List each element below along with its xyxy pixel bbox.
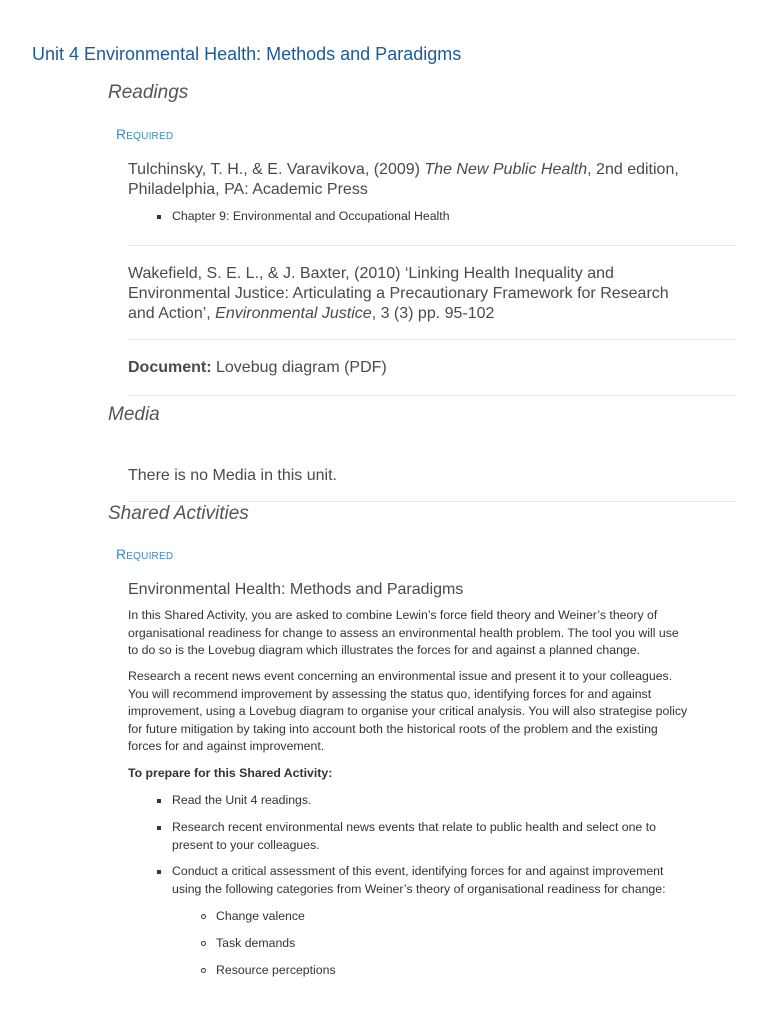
reading-wakefield-line2: Environmental Justice: Articulating a Precautionary Framework for Research [128, 285, 669, 302]
journal-title: Environmental Justice [215, 305, 372, 322]
list-item-line: Conduct a critical assessment of this event, identifying forces for and against improvement [172, 864, 664, 878]
list-item: Task demands [200, 935, 295, 953]
reading-tulchinsky-chapters [156, 208, 450, 226]
readings-heading: Readings [108, 82, 189, 103]
divider [128, 501, 736, 502]
prepare-list [156, 863, 666, 898]
book-title: The New Public Health [424, 161, 588, 178]
document-lovebug[interactable] [128, 358, 387, 378]
prepare-list [156, 819, 656, 854]
prepare-heading: To prepare for this Shared Activity: [128, 766, 333, 780]
document-link[interactable]: Lovebug diagram (PDF) [211, 359, 387, 376]
reading-wakefield-line3 [128, 304, 669, 324]
paragraph-line: improvement, using a Lovebug diagram to organise your critical analysis. You will also strategise policy [128, 704, 688, 718]
list-item: Read the Unit 4 readings. [156, 792, 311, 810]
paragraph-line: organisational readiness for change to assess an environmental health problem. The tool you will use [128, 625, 679, 640]
shared-activities-heading: Shared Activities [108, 503, 249, 524]
citation-text: Tulchinsky, T. H., & E. Varavikova, (2009) [128, 161, 425, 178]
paragraph-line: You will recommend improvement by assessing the status quo, identifying forces for and against [128, 686, 652, 701]
paragraph-line: to do so is the Lovebug diagram which illustrates the forces for and against a planned change. [128, 643, 641, 657]
paragraph-line: forces for and against improvement. [128, 739, 325, 753]
readiness-categories-list [200, 908, 305, 926]
reading-tulchinsky-line2: Philadelphia, PA: Academic Press [128, 181, 368, 198]
list-item: Change valence [200, 908, 305, 926]
reading-tulchinsky [128, 160, 679, 200]
readiness-categories-list [200, 935, 295, 953]
list-item-line: Research recent environmental news events that relate to public health and select one to [172, 820, 656, 834]
media-empty-text: There is no Media in this unit. [128, 467, 337, 484]
citation-text: , 2nd edition, [587, 161, 679, 178]
reading-tulchinsky-line1 [128, 160, 679, 180]
paragraph-line: In this Shared Activity, you are asked to combine Lewin’s force field theory and Weiner’s theory of [128, 608, 658, 622]
divider [128, 339, 736, 340]
paragraph-line: Research a recent news event concerning an environmental issue and present it to your colleagues. [128, 669, 673, 683]
list-item [156, 863, 666, 898]
readiness-categories-list [200, 962, 336, 980]
shared-required-label: Required [116, 546, 174, 562]
citation-text: and Action’, [128, 305, 216, 322]
list-item: Chapter 9: Environmental and Occupational Health [156, 208, 450, 226]
list-item: Resource perceptions [200, 962, 336, 980]
reading-wakefield [128, 264, 669, 324]
readings-required-label: Required [116, 126, 174, 142]
paragraph-line: for future mitigation by taking into account both the historical roots of the problem and the existing [128, 721, 658, 736]
activity-intro-paragraph [128, 607, 738, 660]
list-item [156, 819, 656, 854]
divider [128, 245, 736, 246]
document-label: Document: [128, 359, 212, 376]
activity-research-paragraph [128, 668, 738, 756]
activity-title: Environmental Health: Methods and Paradigms [128, 581, 464, 598]
list-item-line: using the following categories from Weiner’s theory of organisational readiness for change: [172, 881, 666, 896]
divider [128, 395, 736, 396]
reading-wakefield-line1: Wakefield, S. E. L., & J. Baxter, (2010) ‘Linking Health Inequality and [128, 265, 614, 282]
citation-text: , 3 (3) pp. 95-102 [371, 305, 495, 322]
prepare-list [156, 792, 311, 810]
unit-title: Unit 4 Environmental Health: Methods and Paradigms [32, 44, 462, 64]
list-item-line: present to your colleagues. [172, 837, 320, 852]
media-heading: Media [108, 404, 160, 425]
